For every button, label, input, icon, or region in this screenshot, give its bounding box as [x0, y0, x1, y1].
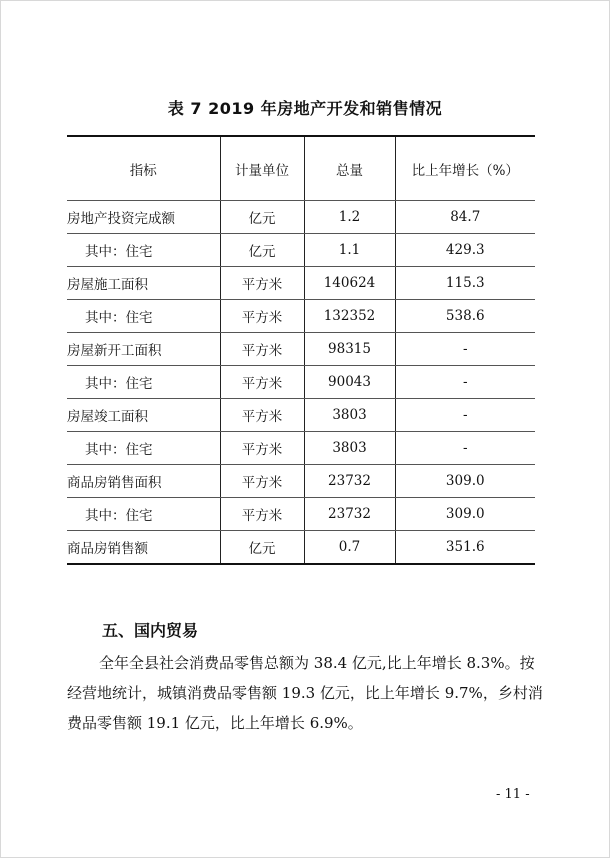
cell-growth: - [395, 399, 535, 432]
cell-unit: 亿元 [220, 234, 304, 267]
table-row [67, 366, 535, 399]
cell-indicator: 其中：住宅 [67, 498, 220, 531]
cell-total: 0.7 [304, 531, 395, 565]
cell-unit: 平方米 [220, 366, 304, 399]
cell-unit: 平方米 [220, 498, 304, 531]
cell-total: 1.2 [304, 201, 395, 234]
paragraph-text: 全年全县社会消费品零售总额为 38.4 亿元,比上年增长 8.3%。按经营地统计，城镇消费品零售额 19.3 亿元，比上年增长 9.7%，乡村消费品零售额 19.1 亿元，比上年增长 6.9%。 [67, 654, 543, 732]
cell-growth: 309.0 [395, 465, 535, 498]
cell-indicator: 房屋竣工面积 [67, 399, 220, 432]
cell-total: 23732 [304, 498, 395, 531]
table-row [67, 300, 535, 333]
table-row [67, 465, 535, 498]
cell-unit: 亿元 [220, 531, 304, 565]
cell-unit: 平方米 [220, 300, 304, 333]
cell-growth: 351.6 [395, 531, 535, 565]
header-growth: 比上年增长（%） [395, 136, 535, 201]
cell-unit: 平方米 [220, 333, 304, 366]
table-row [67, 267, 535, 300]
cell-growth: 538.6 [395, 300, 535, 333]
cell-growth: 309.0 [395, 498, 535, 531]
cell-growth: 115.3 [395, 267, 535, 300]
cell-unit: 平方米 [220, 399, 304, 432]
table-row [67, 498, 535, 531]
cell-total: 90043 [304, 366, 395, 399]
page-number: - 11 - [496, 787, 530, 802]
cell-growth: - [395, 366, 535, 399]
table-row [67, 234, 535, 267]
cell-indicator: 房屋施工面积 [67, 267, 220, 300]
statistics-table [67, 135, 535, 565]
cell-total: 3803 [304, 432, 395, 465]
cell-indicator: 其中：住宅 [67, 234, 220, 267]
table-row [67, 201, 535, 234]
cell-growth: - [395, 432, 535, 465]
cell-total: 132352 [304, 300, 395, 333]
cell-growth: 84.7 [395, 201, 535, 234]
section-heading: 五、国内贸易 [102, 621, 199, 640]
cell-total: 23732 [304, 465, 395, 498]
header-unit: 计量单位 [220, 136, 304, 201]
header-total: 总量 [304, 136, 395, 201]
cell-indicator: 商品房销售额 [67, 531, 220, 565]
table-row [67, 531, 535, 565]
cell-total: 1.1 [304, 234, 395, 267]
cell-growth: - [395, 333, 535, 366]
cell-total: 98315 [304, 333, 395, 366]
cell-unit: 平方米 [220, 432, 304, 465]
table-title: 表 7 2019 年房地产开发和销售情况 [167, 99, 443, 118]
cell-unit: 平方米 [220, 267, 304, 300]
cell-indicator: 其中：住宅 [67, 300, 220, 333]
table-row [67, 399, 535, 432]
table-row [67, 432, 535, 465]
cell-unit: 亿元 [220, 201, 304, 234]
cell-total: 140624 [304, 267, 395, 300]
table-header-row [67, 136, 535, 201]
cell-unit: 平方米 [220, 465, 304, 498]
cell-indicator: 商品房销售面积 [67, 465, 220, 498]
cell-indicator: 其中：住宅 [67, 432, 220, 465]
trade-paragraph [67, 648, 547, 738]
header-indicator: 指标 [67, 136, 220, 201]
table-row [67, 333, 535, 366]
cell-indicator: 房地产投资完成额 [67, 201, 220, 234]
cell-total: 3803 [304, 399, 395, 432]
cell-indicator: 房屋新开工面积 [67, 333, 220, 366]
cell-growth: 429.3 [395, 234, 535, 267]
cell-indicator: 其中：住宅 [67, 366, 220, 399]
